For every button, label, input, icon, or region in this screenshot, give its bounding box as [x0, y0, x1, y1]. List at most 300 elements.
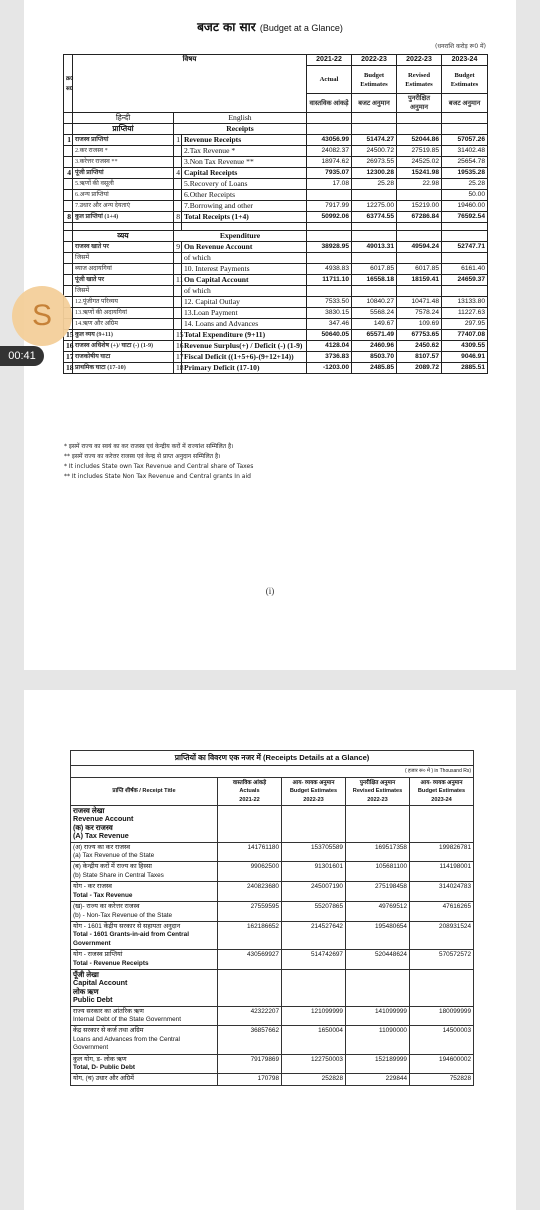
receipt-title-english: (b) State Share in Central Taxes — [73, 871, 164, 879]
table-row — [64, 319, 488, 330]
value-cell: 15241.98 — [397, 168, 442, 179]
receipt-title-english: Internal Debt of the State Government — [73, 1015, 181, 1023]
row-label: 7.Borrowing and other — [182, 201, 307, 212]
value-cell: 24525.02 — [397, 157, 442, 168]
row-number — [64, 190, 73, 201]
table-row — [64, 330, 488, 341]
row-label-hindi: कुल व्यय (9+11) — [73, 330, 174, 341]
value-cell: 12300.28 — [352, 168, 397, 179]
value-cell: 7935.07 — [307, 168, 352, 179]
year-header: 2021-22 — [307, 55, 352, 66]
value-cell: 19460.00 — [442, 201, 488, 212]
value-cell: 11090000 — [346, 1026, 410, 1054]
column-header-yr: 2022-23 — [367, 796, 388, 803]
value-cell: 195480654 — [346, 921, 410, 949]
value-cell: 4309.55 — [442, 341, 488, 352]
row-marker: 16 — [174, 341, 182, 352]
value-cell: 4938.83 — [307, 264, 352, 275]
value-cell: 18974.62 — [307, 157, 352, 168]
value-cell: 194600002 — [410, 1054, 474, 1074]
row-label: On Capital Account — [182, 275, 307, 286]
type-header-hindi: बजट अनुमान — [352, 94, 397, 113]
section-row — [64, 124, 488, 135]
value-cell: 31402.48 — [442, 146, 488, 157]
expenditure-label-hindi: व्यय — [73, 231, 174, 242]
receipt-title-english: Total - 1601 Grants-in-aid from Central Government — [73, 931, 189, 947]
value-cell: 122750003 — [282, 1054, 346, 1074]
row-label-hindi: 12.पूंजीगत परिव्यय — [73, 297, 174, 308]
receipt-title — [71, 1026, 218, 1054]
row-label-hindi: राजकोषीय घाटा — [73, 352, 174, 363]
table-row — [71, 950, 474, 970]
value-cell: 49594.24 — [397, 242, 442, 253]
value-cell — [442, 253, 488, 264]
section-heading-line: Public Debt — [73, 995, 113, 1005]
receipt-title — [71, 1054, 218, 1074]
value-cell: 752828 — [410, 1074, 474, 1085]
row-label-hindi: कुल प्राप्तियां (1+4) — [73, 212, 174, 223]
table-row — [64, 341, 488, 352]
table-row — [64, 308, 488, 319]
table-row — [71, 902, 474, 922]
column-header-en: Actuals — [239, 788, 260, 795]
section-heading-line: Capital Account — [73, 978, 128, 988]
section-heading — [71, 969, 218, 1006]
table-row — [64, 157, 488, 168]
budget-glance-page — [24, 0, 516, 670]
value-cell: 8107.57 — [397, 352, 442, 363]
column-header-hi: पुनरीक्षित अनुमान — [359, 779, 396, 786]
value-cell: 49013.31 — [352, 242, 397, 253]
value-cell: 520448624 — [346, 950, 410, 970]
value-cell: 18159.41 — [397, 275, 442, 286]
column-header-hi: आय- व्ययक अनुमान — [292, 779, 335, 786]
table-row — [71, 921, 474, 949]
value-cell — [352, 253, 397, 264]
value-cell: 52044.86 — [397, 135, 442, 146]
row-number: 16 — [64, 341, 73, 352]
value-cell: 297.95 — [442, 319, 488, 330]
table-row — [71, 882, 474, 902]
value-cell: 245007190 — [282, 882, 346, 902]
row-label: 2.Tax Revenue * — [182, 146, 307, 157]
row-marker — [174, 253, 182, 264]
row-number: 8 — [64, 212, 73, 223]
value-cell: 3830.15 — [307, 308, 352, 319]
section-heading-row — [71, 806, 474, 843]
row-marker — [174, 297, 182, 308]
table-row — [64, 253, 488, 264]
footnote: ** It includes State Non Tax Revenue and Central grants In aid — [64, 473, 251, 480]
value-cell: 105681100 — [346, 862, 410, 882]
row-label: of which — [182, 253, 307, 264]
receipt-title — [71, 1006, 218, 1026]
value-cell: 91301601 — [282, 862, 346, 882]
column-header-en: Revised Estimates — [352, 788, 403, 795]
value-cell: 7917.99 — [307, 201, 352, 212]
row-label: 6.Other Receipts — [182, 190, 307, 201]
value-cell: 4128.04 — [307, 341, 352, 352]
empty-cell — [397, 231, 442, 242]
column-header — [218, 777, 282, 805]
row-number: 17 — [64, 352, 73, 363]
row-label: Capital Receipts — [182, 168, 307, 179]
type-header: Budget Estimates — [442, 66, 488, 94]
value-cell: 214527642 — [282, 921, 346, 949]
avatar[interactable]: S — [12, 286, 72, 346]
section-heading-line: पूँजी लेखा — [73, 969, 99, 979]
row-number: 15 — [64, 330, 73, 341]
row-label: Primary Deficit (17-10) — [182, 363, 307, 374]
row-label-hindi: 6.अन्य प्राप्तियां — [73, 190, 174, 201]
empty-cell — [397, 124, 442, 135]
value-cell: 24082.37 — [307, 146, 352, 157]
row-label-hindi: पूंजी खाते पर — [73, 275, 174, 286]
value-cell: 114198001 — [410, 862, 474, 882]
value-cell: 180099999 — [410, 1006, 474, 1026]
value-cell: 10471.48 — [397, 297, 442, 308]
value-cell: 99062500 — [218, 862, 282, 882]
row-marker — [174, 179, 182, 190]
receipts-details-page — [24, 690, 516, 1210]
type-header-hindi: पुनरीक्षित अनुमान — [397, 94, 442, 113]
value-cell: 8503.70 — [352, 352, 397, 363]
value-cell: 50992.06 — [307, 212, 352, 223]
value-cell: 153705589 — [282, 842, 346, 862]
row-number — [64, 242, 73, 253]
value-cell: 121099999 — [282, 1006, 346, 1026]
value-cell: 347.46 — [307, 319, 352, 330]
year-header: 2023-24 — [442, 55, 488, 66]
section-heading-row — [71, 969, 474, 1006]
receipts-table — [70, 750, 474, 1086]
value-cell: 6161.40 — [442, 264, 488, 275]
empty-cell — [182, 223, 307, 231]
english-label: English — [174, 113, 307, 124]
table-row — [64, 168, 488, 179]
receipt-title-hindi: योग - राजस्व प्राप्तियां — [73, 951, 123, 959]
table-title: प्राप्तियों का विवरण एक नजर में (Receipts Details at a Glance) — [71, 751, 474, 766]
receipt-title — [71, 950, 218, 970]
title-english: (Budget at a Glance) — [259, 23, 343, 33]
table-row — [71, 1026, 474, 1054]
row-label: Fiscal Deficit ((1+5+6)-(9+12+14)) — [182, 352, 307, 363]
row-label: 13.Loan Payment — [182, 308, 307, 319]
title-hindi: बजट का सार — [197, 20, 256, 34]
row-marker: 8 — [174, 212, 182, 223]
value-cell: 15219.00 — [397, 201, 442, 212]
row-marker — [174, 286, 182, 297]
table-row — [64, 286, 488, 297]
row-label-hindi: 7.उधार और अन्य देयताएं — [73, 201, 174, 212]
spacer-row — [64, 223, 488, 231]
value-cell: 1650004 — [282, 1026, 346, 1054]
empty-cell — [352, 124, 397, 135]
row-number — [64, 146, 73, 157]
receipt-title-hindi: राज्य सरकार का आंतरिक ऋण — [73, 1007, 144, 1015]
section-heading-line: लोक ऋण — [73, 986, 99, 996]
row-label-hindi: पूंजी प्राप्तियां — [73, 168, 174, 179]
section-heading-line: (क) कर राजस्व — [73, 822, 113, 832]
budget-table — [63, 54, 488, 374]
table-row — [71, 862, 474, 882]
empty-cell — [64, 124, 73, 135]
row-marker: 4 — [174, 168, 182, 179]
table-row — [64, 297, 488, 308]
row-number: 18 — [64, 363, 73, 374]
value-cell: 76592.54 — [442, 212, 488, 223]
row-number: 1 — [64, 135, 73, 146]
value-cell: 47616265 — [410, 902, 474, 922]
value-cell: 2485.85 — [352, 363, 397, 374]
table-row — [71, 1006, 474, 1026]
value-cell: 38928.95 — [307, 242, 352, 253]
value-cell: 22.98 — [397, 179, 442, 190]
sno-header: क्र0 स0 — [64, 55, 73, 113]
receipt-title — [71, 902, 218, 922]
empty-cell — [397, 113, 442, 124]
row-marker — [174, 319, 182, 330]
row-label-hindi: राजस्व प्राप्तियां — [73, 135, 174, 146]
receipt-title-english: (b) - Non-Tax Revenue of the State — [73, 911, 173, 919]
receipt-title — [71, 842, 218, 862]
page-title — [24, 18, 516, 35]
receipts-label: Receipts — [174, 124, 307, 135]
row-label-hindi: राजस्व खाते पर — [73, 242, 174, 253]
receipt-title-english: Loans and Advances from the Central Government — [73, 1035, 180, 1052]
row-label-hindi: जिसमें — [73, 253, 174, 264]
row-marker — [174, 201, 182, 212]
row-number — [64, 264, 73, 275]
value-cell: 50640.05 — [307, 330, 352, 341]
value-cell: 25.28 — [352, 179, 397, 190]
receipt-title — [71, 921, 218, 949]
lang-row — [64, 113, 488, 124]
value-cell: 2885.51 — [442, 363, 488, 374]
table-row — [64, 242, 488, 253]
empty-cell — [352, 223, 397, 231]
empty-cell — [218, 806, 282, 843]
value-cell: 16558.18 — [352, 275, 397, 286]
value-cell: 199826781 — [410, 842, 474, 862]
table-row — [64, 201, 488, 212]
footnote: * इसमें राज्य का स्वयं का कर राजस्व एवं केन्द्रीय करों में राज्यांश सम्मिलित है। — [64, 443, 234, 450]
value-cell: 12275.00 — [352, 201, 397, 212]
row-label: On Revenue Account — [182, 242, 307, 253]
section-heading — [71, 806, 218, 843]
receipt-title-english: Total - Tax Revenue — [73, 891, 133, 899]
value-cell — [397, 286, 442, 297]
value-cell: 162186652 — [218, 921, 282, 949]
row-label-hindi: ब्याज अदायगियां — [73, 264, 174, 275]
value-cell: 26973.55 — [352, 157, 397, 168]
receipt-title-english: Total - Revenue Receipts — [73, 959, 149, 967]
value-cell: 252828 — [282, 1074, 346, 1085]
row-label-hindi: 3.करेत्तर राजस्व ** — [73, 157, 174, 168]
table-row — [64, 264, 488, 275]
timer-badge: 00:41 — [0, 346, 44, 366]
row-label: 14. Loans and Advances — [182, 319, 307, 330]
column-header-yr: 2023-24 — [431, 796, 452, 803]
receipt-title-header: प्राप्ति शीर्षक / Receipt Title — [71, 777, 218, 805]
value-cell — [352, 190, 397, 201]
value-cell: 63774.55 — [352, 212, 397, 223]
row-label: 3.Non Tax Revenue ** — [182, 157, 307, 168]
receipt-title-hindi: कुल योग, ड- लोक ऋण — [73, 1055, 127, 1063]
column-header-hi: आय- व्ययक अनुमान — [420, 779, 463, 786]
row-label: Total Receipts (1+4) — [182, 212, 307, 223]
receipt-title-hindi: योग - कर राजस्व — [73, 883, 112, 891]
value-cell: 10840.27 — [352, 297, 397, 308]
value-cell: 169517358 — [346, 842, 410, 862]
empty-cell — [174, 223, 182, 231]
row-marker — [174, 264, 182, 275]
empty-cell — [346, 969, 410, 1006]
value-cell: 170798 — [218, 1074, 282, 1085]
value-cell: 7578.24 — [397, 308, 442, 319]
year-header: 2022-23 — [397, 55, 442, 66]
column-header-yr: 2021-22 — [239, 796, 260, 803]
empty-cell — [442, 231, 488, 242]
empty-cell — [307, 231, 352, 242]
value-cell — [397, 190, 442, 201]
value-cell: 19535.28 — [442, 168, 488, 179]
table-row — [64, 363, 488, 374]
value-cell: 141761180 — [218, 842, 282, 862]
row-label-hindi: 13.ऋणों की अदायगियां — [73, 308, 174, 319]
header-row — [64, 55, 488, 66]
row-marker — [174, 146, 182, 157]
type-header: Revised Estimates — [397, 66, 442, 94]
expenditure-label: Expenditure — [174, 231, 307, 242]
column-header — [346, 777, 410, 805]
row-marker: 11 — [174, 275, 182, 286]
column-header — [282, 777, 346, 805]
row-label: Revenue Receipts — [182, 135, 307, 146]
table-row — [64, 352, 488, 363]
row-label-hindi: 5.ऋणों की वसूली — [73, 179, 174, 190]
section-heading-line: राजस्व लेखा — [73, 806, 105, 816]
value-cell: 50.00 — [442, 190, 488, 201]
table-row — [64, 190, 488, 201]
row-label-hindi: राजस्व अधिशेष (+)/ घाटा (-) (1-9) — [73, 341, 174, 352]
table-title-row — [71, 751, 474, 766]
value-cell: 67753.65 — [397, 330, 442, 341]
column-header — [410, 777, 474, 805]
value-cell: 27559595 — [218, 902, 282, 922]
empty-cell — [282, 969, 346, 1006]
column-header-en: Budget Estimates — [417, 788, 466, 795]
receipt-title-hindi: केंद्र सरकार से कर्ज तथा अग्रिम — [73, 1027, 144, 1035]
row-number — [64, 253, 73, 264]
value-cell: 149.67 — [352, 319, 397, 330]
value-cell: 57057.26 — [442, 135, 488, 146]
row-number — [64, 179, 73, 190]
value-cell: 514742697 — [282, 950, 346, 970]
empty-cell — [282, 806, 346, 843]
empty-cell — [410, 969, 474, 1006]
empty-cell — [442, 113, 488, 124]
row-marker: 9 — [174, 242, 182, 253]
table-row — [64, 146, 488, 157]
table-row — [71, 1074, 474, 1085]
table-row — [71, 842, 474, 862]
value-cell — [397, 253, 442, 264]
row-label: of which — [182, 286, 307, 297]
value-cell: 208931524 — [410, 921, 474, 949]
empty-cell — [442, 223, 488, 231]
value-cell — [307, 190, 352, 201]
row-marker — [174, 157, 182, 168]
value-cell — [442, 286, 488, 297]
receipt-title-english: Total, D- Public Debt — [73, 1064, 136, 1071]
value-cell: 49769512 — [346, 902, 410, 922]
type-header: Actual — [307, 66, 352, 94]
value-cell: 51474.27 — [352, 135, 397, 146]
row-marker: 17 — [174, 352, 182, 363]
receipt-title — [71, 1074, 218, 1085]
row-label-hindi: जिसमें — [73, 286, 174, 297]
table-row — [64, 275, 488, 286]
section-heading-line: Revenue Account — [73, 814, 134, 824]
type-header: Budget Estimates — [352, 66, 397, 94]
empty-cell — [397, 223, 442, 231]
value-cell: 79179869 — [218, 1054, 282, 1074]
empty-cell — [64, 231, 73, 242]
table-row — [64, 179, 488, 190]
value-cell — [352, 286, 397, 297]
empty-cell — [218, 969, 282, 1006]
value-cell: 27519.85 — [397, 146, 442, 157]
empty-cell — [73, 223, 174, 231]
value-cell: 229844 — [346, 1074, 410, 1085]
row-label: 5.Recovery of Loans — [182, 179, 307, 190]
value-cell: 9046.91 — [442, 352, 488, 363]
receipt-title-hindi: योग, (च) उधार और अग्रिमें — [73, 1075, 134, 1083]
value-cell: 42322207 — [218, 1006, 282, 1026]
value-cell: 24659.37 — [442, 275, 488, 286]
type-header-hindi: वास्तविक आंकड़े — [307, 94, 352, 113]
value-cell: 65571.49 — [352, 330, 397, 341]
row-number — [64, 201, 73, 212]
receipts-label-hindi: प्राप्तियां — [73, 124, 174, 135]
value-cell: 25654.78 — [442, 157, 488, 168]
row-marker: 15 — [174, 330, 182, 341]
row-number — [64, 286, 73, 297]
value-cell — [307, 253, 352, 264]
row-label: 10. Interest Payments — [182, 264, 307, 275]
column-header-en: Budget Estimates — [289, 788, 338, 795]
column-header-hi: वास्तविक आंकड़े — [232, 779, 267, 786]
section-row — [64, 231, 488, 242]
column-header-row — [71, 777, 474, 805]
unit-note: (धनराशि करोड़ रू0 में) — [435, 43, 486, 50]
row-label: Revenue Surplus(+) / Deficit (-) (1-9) — [182, 341, 307, 352]
value-cell: 11227.63 — [442, 308, 488, 319]
empty-cell — [410, 806, 474, 843]
empty-cell — [64, 113, 73, 124]
footnote: * It includes State own Tax Revenue and Central share of Taxes — [64, 463, 254, 470]
value-cell: 6017.85 — [352, 264, 397, 275]
receipt-title-hindi: (ख)- राज्य का करेत्तर राजस्व — [73, 903, 140, 911]
value-cell: 2450.62 — [397, 341, 442, 352]
empty-cell — [346, 806, 410, 843]
row-marker — [174, 308, 182, 319]
value-cell: 152189999 — [346, 1054, 410, 1074]
empty-cell — [307, 223, 352, 231]
value-cell: 5568.24 — [352, 308, 397, 319]
value-cell: 52747.71 — [442, 242, 488, 253]
